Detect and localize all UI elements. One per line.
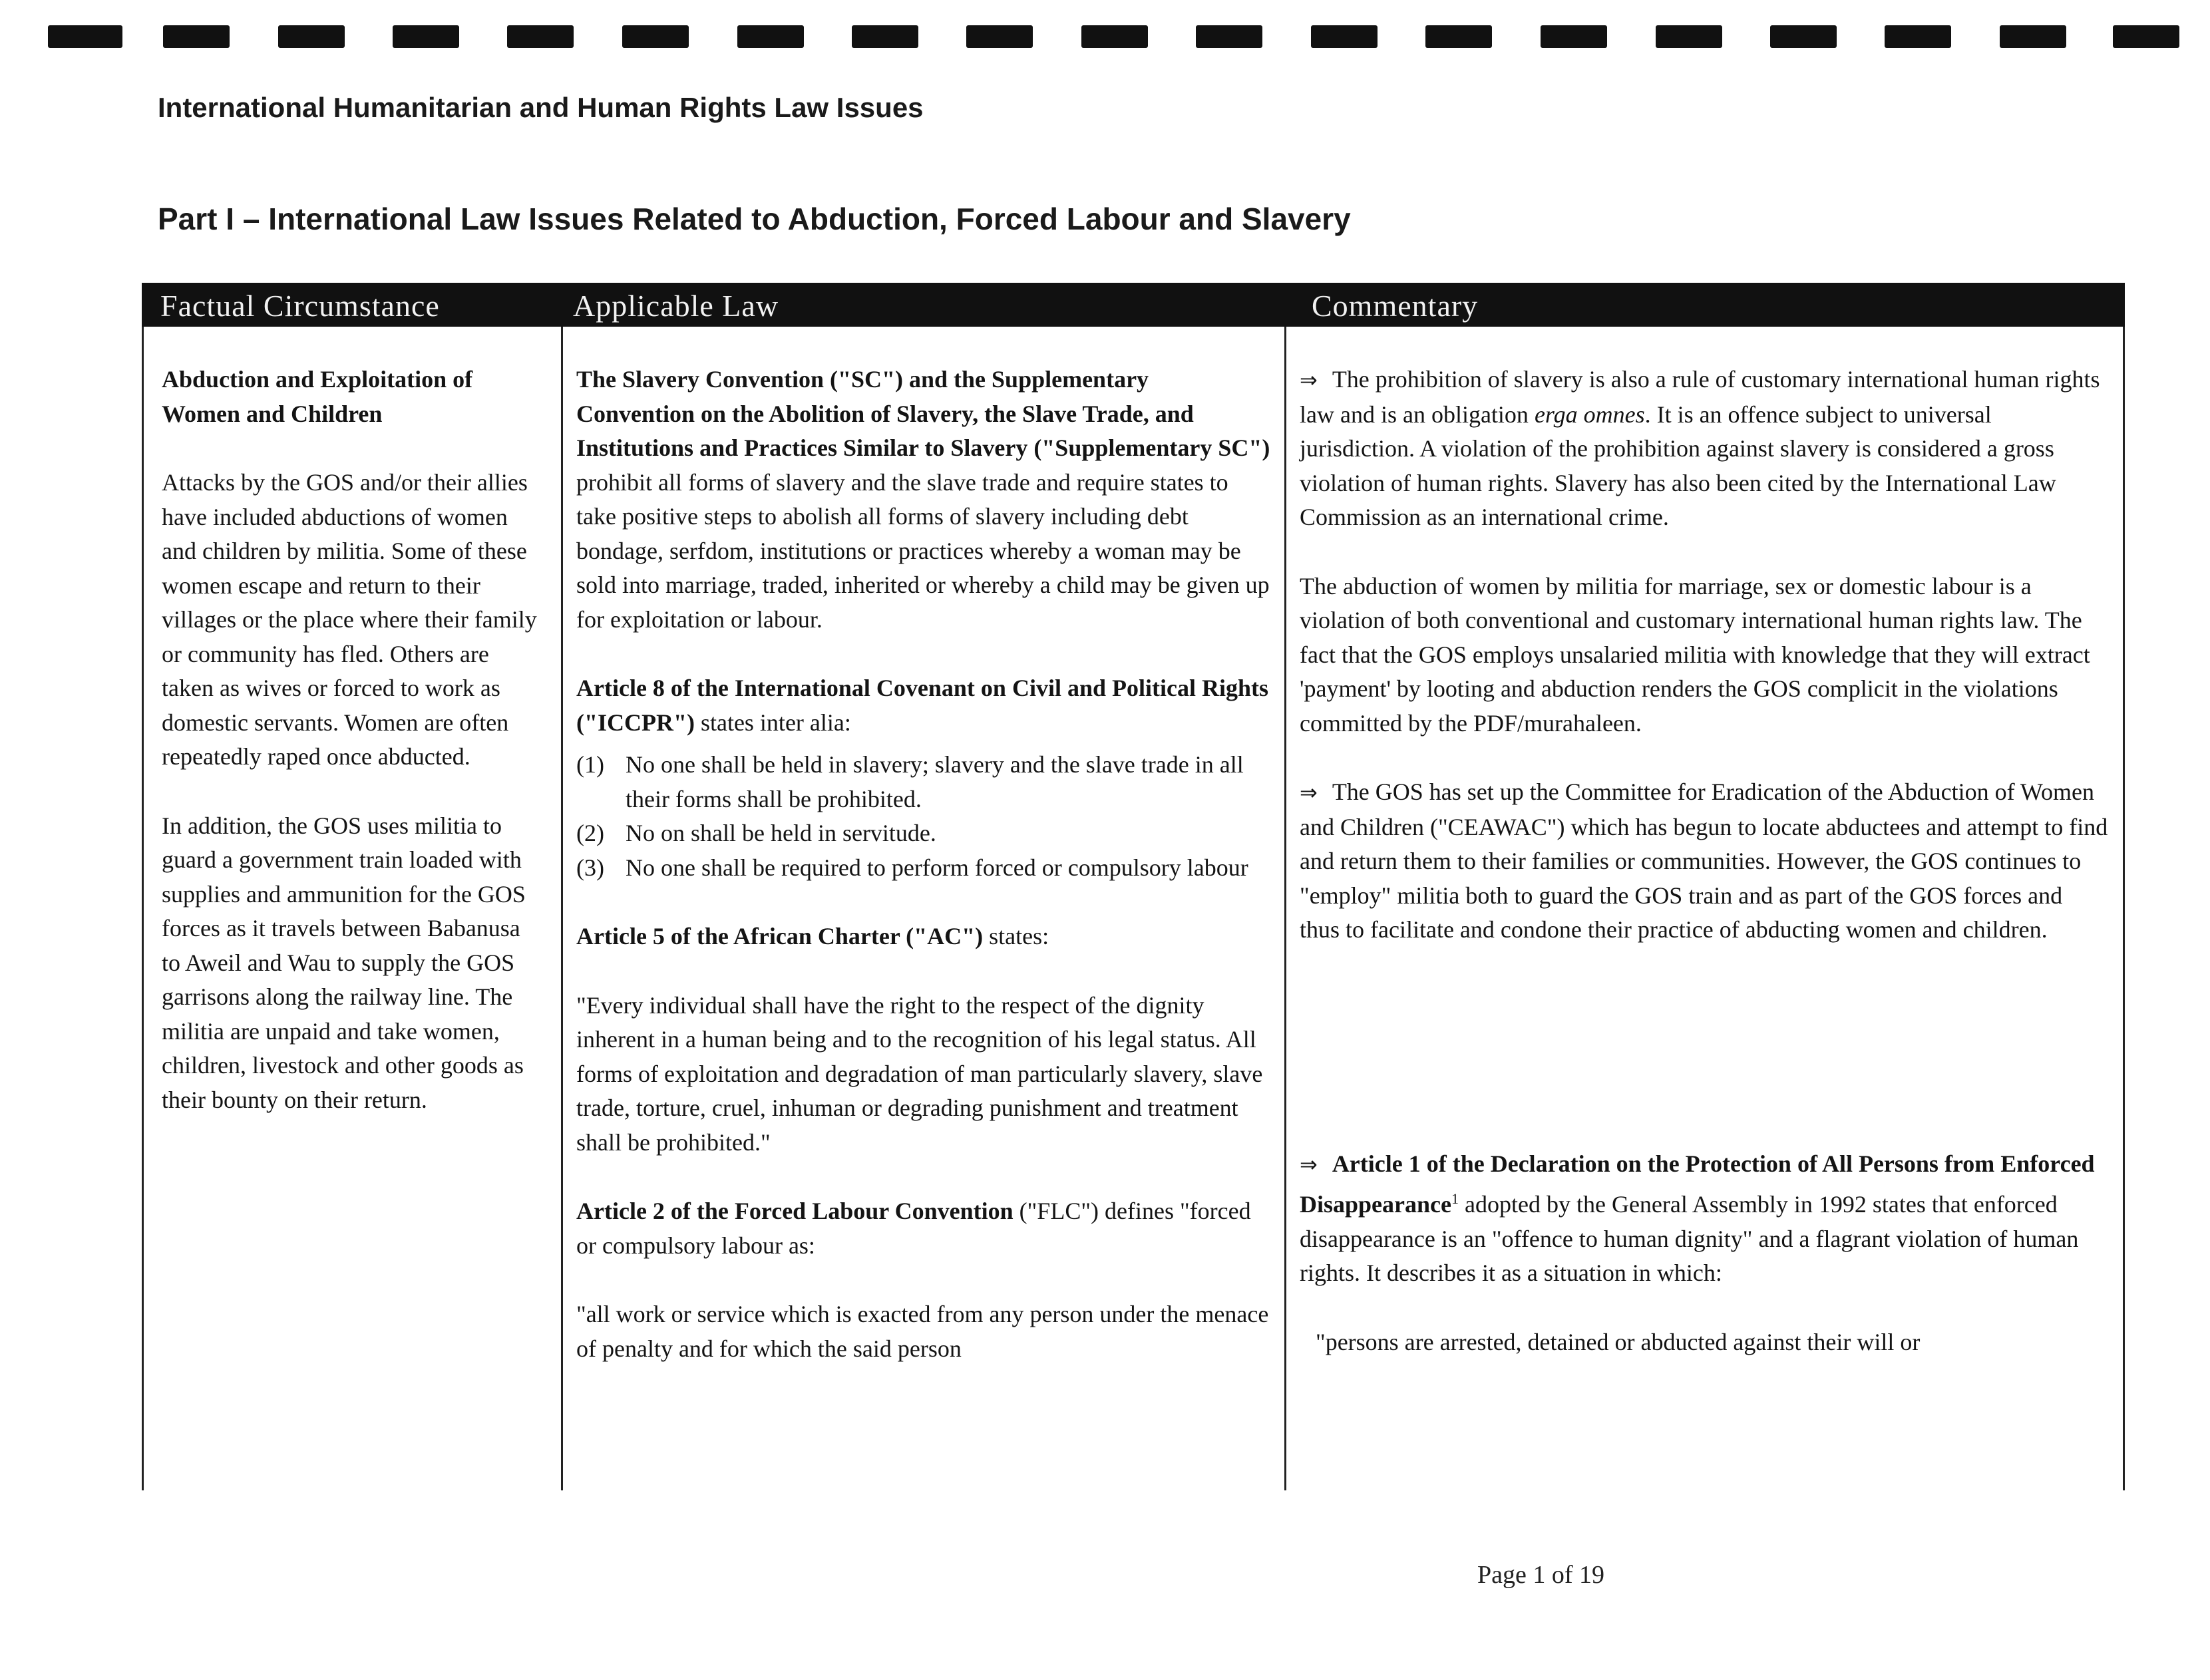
part-title: Part I – International Law Issues Related to Abduction, Forced Labour and Slavery [158,202,1351,236]
footnote-marker: 1 [1451,1190,1459,1207]
commentary-italic: erga omnes [1534,401,1645,428]
border-dash [507,25,574,48]
commentary-paragraph [1300,775,2108,947]
commentary-column [1300,363,2108,1394]
column-divider [1284,327,1286,1490]
arrow-icon: ⇒ [1300,1151,1318,1177]
factual-paragraph: In addition, the GOS uses militia to guard a government train loaded with supplies and ammunition for the GOS forces as it travels between Babanusa to Aweil and Wau to supply the GOS garrisons along the railway line. The militia are unpaid and take women, children, livestock and other goods as their bounty on their return. [162,812,526,1113]
factual-paragraph: Attacks by the GOS and/or their allies have included abductions of women and children by militia. Some of these women escape and return to their villages or the place where their family or community has fled. Others are taken as wives or forced to work as domestic servants. Women are often repeatedly raped once abducted. [162,469,537,770]
commentary-bold: Article 1 of the Declaration on the Protection of All Persons from Enforced Disappearance [1300,1150,2095,1218]
border-dash [1541,25,1607,48]
law-sc-title: The Slavery Convention ("SC") and the Supplementary Convention on the Abolition of Slavery, the Slave Trade, and Institutions and Practices Similar to Slavery ("Supplementary SC") [576,366,1270,461]
border-dash [48,25,122,48]
arrow-icon: ⇒ [1300,780,1318,805]
law-ac-title: Article 5 of the African Charter ("AC") [576,923,984,949]
list-item [576,748,1272,816]
law-issues-table [142,283,2125,1490]
law-sc-text: prohibit all forms of slavery and the slave trade and require states to take positive steps to abolish all forms of slavery including debt bondage, serfdom, institutions or practices whereby a woman may be sold into marriage, traded, inherited or whereby a child may be given up for exploitation or labour. [576,468,1270,633]
factual-heading [162,363,544,431]
iccpr-list [576,748,1272,885]
law-paragraph-iccpr [576,671,1272,740]
law-paragraph-ac [576,920,1272,954]
commentary-paragraph: The abduction of women by militia for marriage, sex or domestic labour is a violation of both conventional and customary international human rights law. The fact that the GOS employs unsalaried militia with knowledge that they will extract 'payment' by looting and abduction renders the GOS complicit in the violations committed by the PDF/murahaleen. [1300,572,2090,737]
law-paragraph-sc [576,363,1272,637]
border-dash [393,25,459,48]
list-item-text: No on shall be held in servitude. [626,820,936,846]
list-item-text: No one shall be held in slavery; slavery and the slave trade in all their forms shall be prohibited. [626,751,1244,812]
commentary-paragraph [1300,1147,2108,1291]
list-item-number: (2) [576,820,604,846]
list-item [576,851,1272,886]
border-dash [852,25,918,48]
scan-dash-border [0,20,2210,53]
commentary-paragraph [1300,363,2108,535]
law-paragraph-flc [576,1194,1272,1263]
border-dash [1081,25,1148,48]
border-dash [2113,25,2179,48]
list-item [576,816,1272,851]
factual-heading-text: Abduction and Exploitation of Women and Children [162,366,473,427]
border-dash [1425,25,1492,48]
border-dash [2000,25,2066,48]
border-dash [1196,25,1262,48]
list-item-number: (1) [576,751,604,778]
column-header-law: Applicable Law [573,289,779,323]
factual-column [162,363,544,1152]
border-dash [1311,25,1378,48]
law-iccpr-text: states inter alia: [694,709,851,736]
list-item-text: No one shall be required to perform forced or compulsory labour [626,854,1248,881]
arrow-icon: ⇒ [1300,367,1318,393]
border-dash [278,25,345,48]
law-flc-quote: "all work or service which is exacted from any person under the menace of penalty and for which the said person [576,1301,1269,1362]
law-flc-title: Article 2 of the Forced Labour Convention [576,1198,1013,1224]
column-header-factual: Factual Circumstance [160,289,440,323]
document-subtitle: International Humanitarian and Human Rights Law Issues [158,92,924,123]
law-iccpr-title: Article 8 of the International Covenant on Civil and Political Rights ("ICCPR") [576,675,1268,736]
border-dash [163,25,230,48]
commentary-text: The GOS has set up the Committee for Eradication of the Abduction of Women and Children ("CEAWAC") which has begun to locate abductees and attempt to find and return them to their families or communities. However, the GOS continues to "employ" militia both to guard the GOS train and as part of the GOS forces and thus to facilitate and condone their practice of abducting women and children. [1300,778,2108,943]
commentary-text: The prohibition of slavery is also a rule of customary international human rights law and is an obligation [1300,366,2100,428]
border-dash [966,25,1033,48]
table-border-right [2123,327,2125,1490]
table-header-row [142,283,2125,327]
border-dash [1770,25,1837,48]
page-number: Page 1 of 19 [1477,1561,1605,1589]
commentary-quote: "persons are arrested, detained or abducted against their will or [1316,1328,1921,1355]
table-border-left [142,327,144,1490]
column-divider [561,327,563,1490]
commentary-text: . It is an offence subject to universal jurisdiction. A violation of the prohibition against slavery is considered a gross violation of human rights. Slavery has also been cited by the International Law Commission as an international crime. [1300,401,2056,530]
border-dash [1885,25,1951,48]
border-dash [737,25,804,48]
border-dash [622,25,689,48]
law-flc-text: ("FLC") defines "forced or compulsory labour as: [576,1198,1251,1259]
law-ac-text: states: [983,923,1049,949]
column-header-commentary: Commentary [1312,289,1479,323]
law-ac-quote: "Every individual shall have the right to the respect of the dignity inherent in a human being and to the recognition of his legal status. All forms of exploitation and degradation of man particularly slavery, slave trade, torture, cruel, inhuman or degrading punishment and treatment shall be prohibited." [576,991,1263,1156]
border-dash [1656,25,1722,48]
commentary-text: adopted by the General Assembly in 1992 states that enforced disappearance is an "offence to human dignity" and a flagrant violation of human rights. It describes it as a situation in which: [1300,1191,2079,1286]
list-item-number: (3) [576,854,604,881]
law-column [576,363,1272,1401]
